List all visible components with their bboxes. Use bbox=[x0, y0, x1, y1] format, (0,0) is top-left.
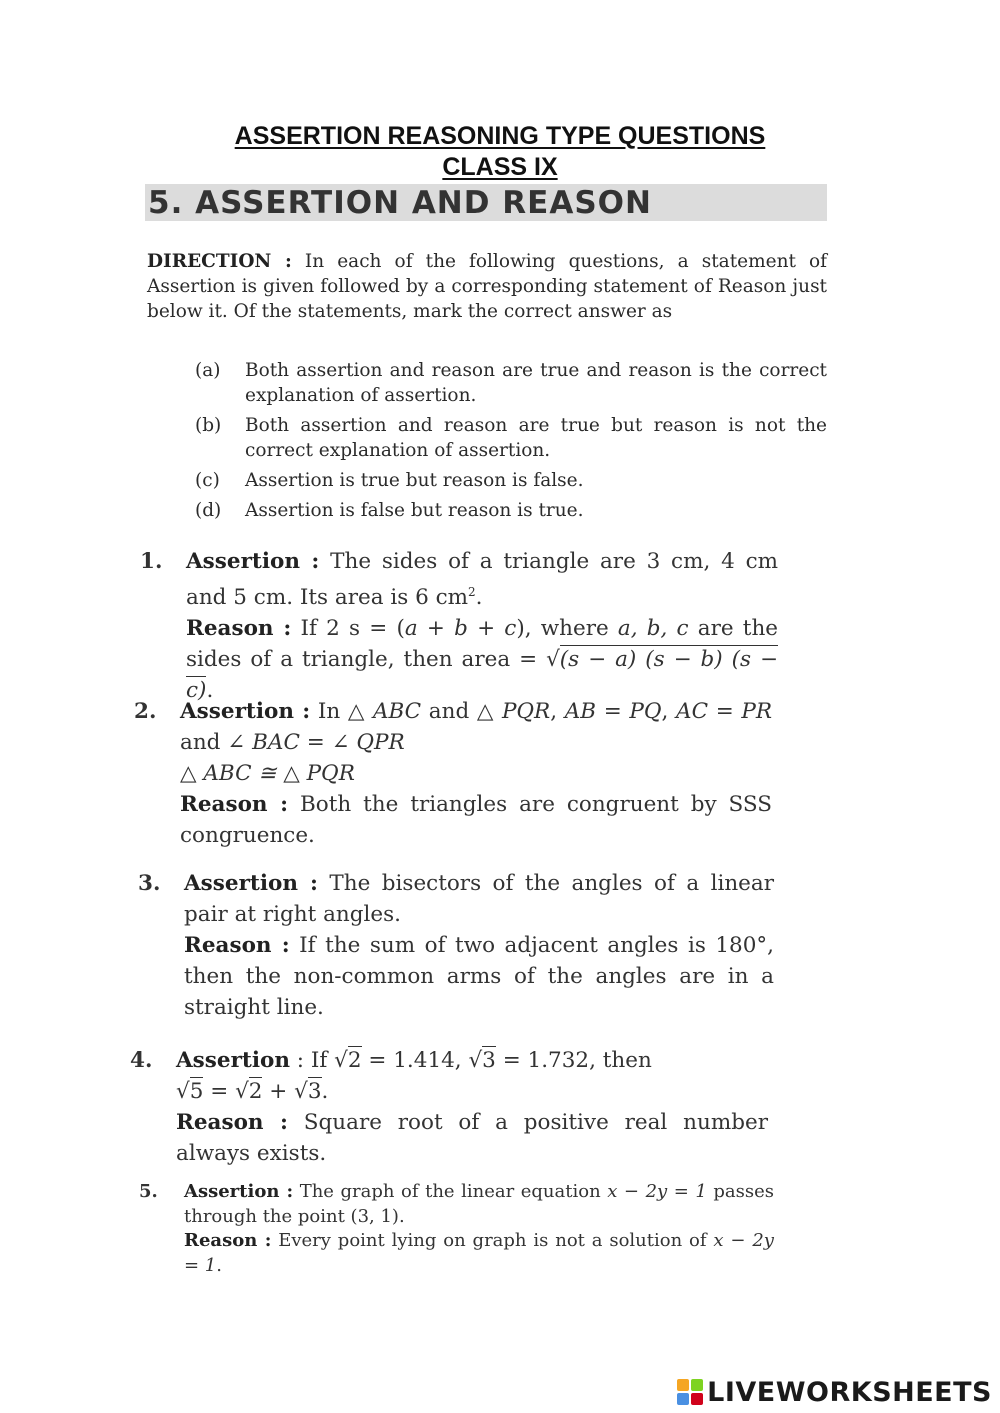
direction-label: DIRECTION : bbox=[147, 251, 292, 272]
option-d: (d) Assertion is false but reason is true. bbox=[195, 500, 584, 521]
option-b: (b) Both assertion and reason are true but reason is not the correct explanation of assertion. bbox=[195, 415, 827, 461]
question-5 bbox=[184, 1180, 774, 1278]
option-c: (c) Assertion is true but reason is false. bbox=[195, 470, 584, 491]
question-1 bbox=[186, 546, 778, 706]
question-3-assertion: Assertion : The bisectors of the angles of a linear pair at right angles. bbox=[184, 871, 775, 927]
logo-square-3 bbox=[677, 1393, 689, 1405]
liveworksheets-logo bbox=[677, 1373, 992, 1411]
question-5-reason: Reason : Every point lying on graph is not a solution of x − 2y = 1. bbox=[184, 1230, 774, 1276]
logo-text: LIVEWORKSHEETS bbox=[707, 1376, 992, 1408]
question-3-number: 3. bbox=[138, 871, 161, 896]
question-2 bbox=[180, 696, 772, 851]
question-2-reason: Reason : Both the triangles are congruent by SSS congruence. bbox=[180, 792, 772, 848]
options-list bbox=[195, 358, 827, 523]
page-subtitle: CLASS IX bbox=[442, 153, 558, 181]
question-1-assertion: Assertion : The sides of a triangle are 3 cm, 4 cm and 5 cm. Its area is 6 $cm^2$. bbox=[186, 549, 779, 611]
question-3 bbox=[184, 868, 774, 1023]
question-4-number: 4. bbox=[130, 1048, 153, 1073]
question-1-reason: Reason : If 2 s = (a + b + c), where a, b, c are the sides of a triangle, then area = √(s − a) (s − b) (s − c). bbox=[186, 616, 779, 704]
section-heading: 5. ASSERTION AND REASON bbox=[148, 185, 652, 221]
direction-paragraph: DIRECTION : In each of the following questions, a statement of Assertion is given followed by a corresponding statement of Reason just below it. Of the statements, mark the correct answer as bbox=[147, 251, 827, 322]
question-3-reason: Reason : If the sum of two adjacent angles is 180°, then the non-common arms of the angles are in a straight line. bbox=[184, 933, 774, 1020]
question-5-assertion: Assertion : The graph of the linear equation x − 2y = 1 passes through the point (3, 1). bbox=[184, 1181, 774, 1227]
logo-square-2 bbox=[691, 1379, 703, 1391]
page-title: ASSERTION REASONING TYPE QUESTIONS bbox=[234, 122, 766, 150]
question-4-equation: √5 = √2 + √3. bbox=[176, 1079, 329, 1104]
question-2-assertion: Assertion : In △ ABC and △ PQR, AB = PQ, AC = PR and ∠ BAC = ∠ QPR bbox=[180, 699, 773, 755]
question-2-congruence: △ ABC ≅ △ PQR bbox=[180, 761, 355, 786]
question-2-number: 2. bbox=[134, 699, 157, 724]
option-a: (a) Both assertion and reason are true and reason is the correct explanation of assertion. bbox=[195, 360, 827, 406]
logo-icon bbox=[677, 1379, 703, 1405]
question-4-reason: Reason : Square root of a positive real number always exists. bbox=[176, 1110, 768, 1166]
question-4 bbox=[176, 1045, 768, 1169]
logo-square-4 bbox=[691, 1393, 703, 1405]
question-1-number: 1. bbox=[140, 549, 163, 574]
question-5-number: 5. bbox=[139, 1181, 158, 1202]
logo-square-1 bbox=[677, 1379, 689, 1391]
question-4-assertion: Assertion : If √2 = 1.414, √3 = 1.732, then bbox=[176, 1048, 652, 1073]
